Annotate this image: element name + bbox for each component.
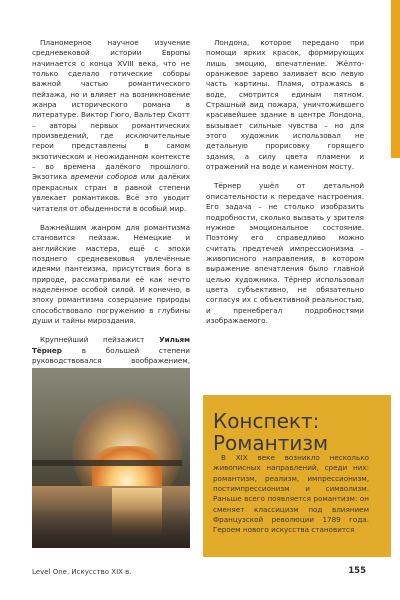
paragraph: Важнейшим жанром для романтизма становится пейзаж. Немецкие и английские мастера, ещё с эпохи позднего средневековья увлечённые идеями пантеизма, присутствия бога в природе, рассматривали её как нечто наделённое особой силой. И конечно, в эпоху романтизма созерцание природы способствовало погружению в глубины души и тайны мироздания.: [32, 222, 190, 325]
synopsis-title: Конспект: Романтизм: [213, 409, 329, 455]
left-column: [32, 38, 190, 417]
synopsis-text: В XIX веке возникло несколько живописных направлений, среди них: романтизм, реализм, импрессионизм, постимпрессионизм и символизм. Раньше всего появляется романтизм: он сменяет классицизм под влиянием Французской революции 1789 года. Героем нового искусства становится: [213, 453, 369, 535]
synopsis-box: [203, 395, 391, 557]
paragraph: Тёрнер ушёл от детальной описательности к передаче настроения. Его задача – не столько изобразить подробности, сколько вызвать у зрителя нужное эмоциональное состояние. Поэтому его справедливо можно считать предтечей импрессионизма – живописного направления, в котором выражение впечатления было главной целью художника. Тёрнер использовал цвета субъективно, не обязательно согласуя их с объективной реальностью, и пренебрегал подробностями изображаемого.: [206, 181, 364, 325]
painting-illustration: [32, 368, 190, 548]
paragraph: Лондона, которое передано при помощи ярких красок, формирующих лишь эмоцию, впечатление. Жёлто-оранжевое зарево заливает всю левую часть картины. Пламя, отражаясь в воде, смотрится единым пятном. Страшный вид пожара, уничтожившего красивейшее здание в центре Лондона, вызывает сильные чувства – но для этого художник использовал не детальную прорисовку горящего здания, а силу цвета пламени и отражений на воде и каменном мосту.: [206, 38, 364, 172]
footer-book-title: Level One. Искусство XIX в.: [32, 568, 132, 576]
paragraph: Планомерное научное изучение средневековой истории Европы начинается с конца XVIII века, что не только сделало готические соборы важной частью романтического пейзажа, но и влияет на возникновение жанра исторического романа в литературе. Виктор Гюго, Вальтер Скотт – авторы первых романтических произведений, где исключительные герои представлены в самом экзотическом и неожиданном контексте – во времена далёкого прошлого. Экзотика времени соборов или далёких прекрасных стран в равной степени увлекает романтиков. Всё это уводит читателя от обыденности в особый мир.: [32, 38, 190, 213]
paragraph: Крупнейший пейзажист Уильям Тёрнер в большей степени руководствовался воображением,: [32, 335, 190, 365]
section-tab: [391, 0, 400, 158]
page-number: 155: [348, 566, 366, 576]
right-column: [206, 38, 364, 335]
